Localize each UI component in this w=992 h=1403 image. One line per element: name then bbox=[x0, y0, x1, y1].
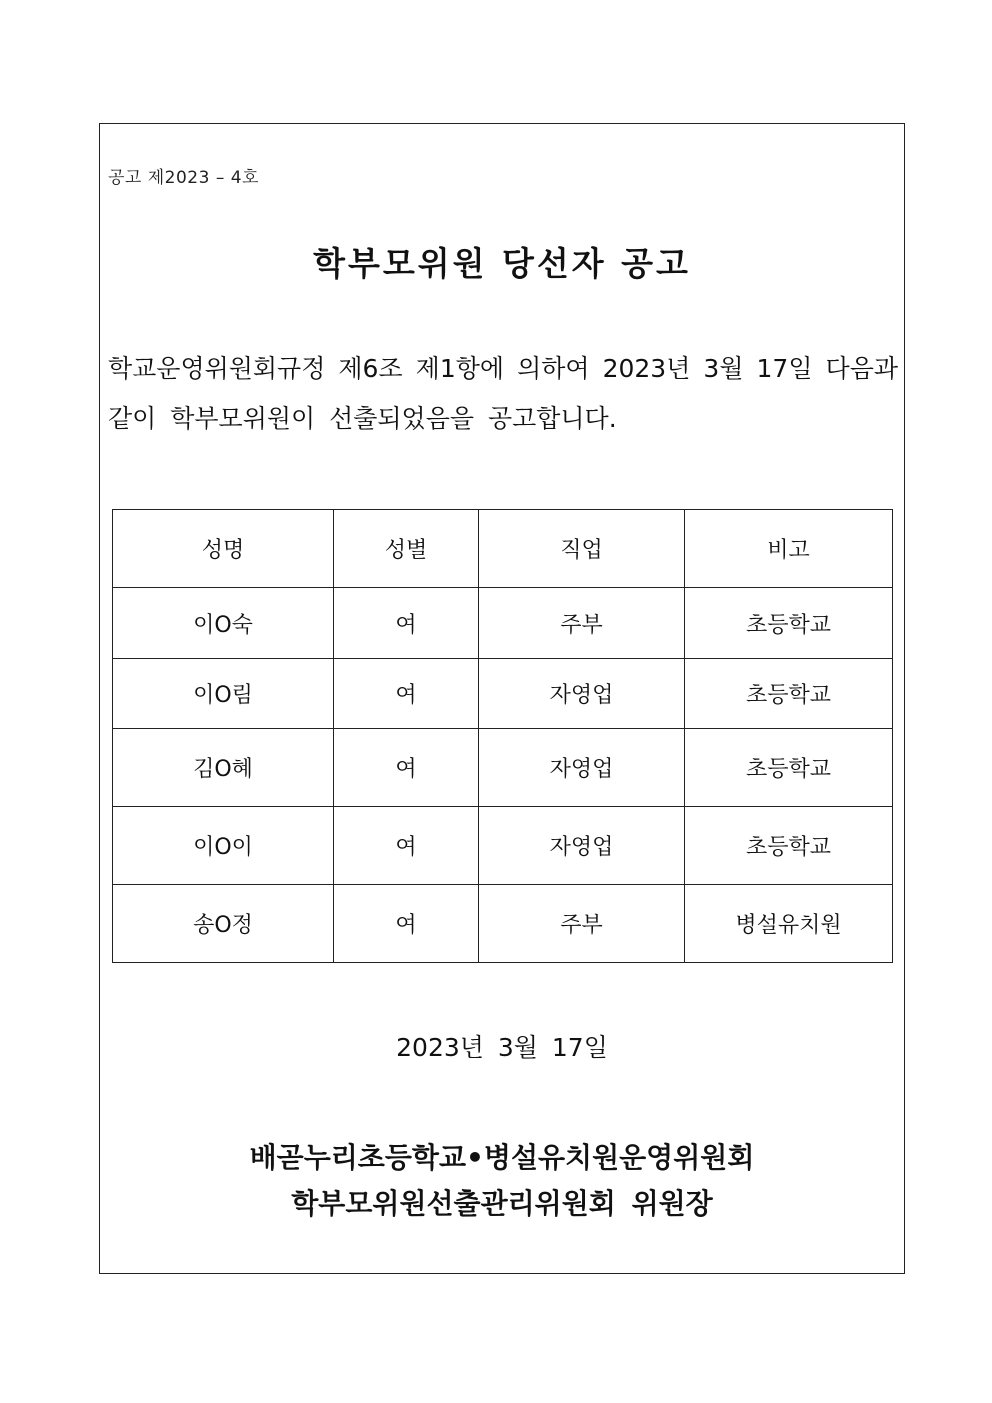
table-row bbox=[113, 729, 893, 807]
table-row bbox=[113, 588, 893, 659]
announcement-date: 2023년 3월 17일 bbox=[396, 1033, 608, 1062]
cell-remarks: 초등학교 bbox=[685, 807, 893, 885]
cell-gender: 여 bbox=[334, 885, 479, 963]
header-name: 성명 bbox=[113, 510, 334, 588]
announcement-body bbox=[108, 344, 898, 444]
header-remarks: 비고 bbox=[685, 510, 893, 588]
elected-members-table bbox=[112, 509, 893, 963]
announcement-line-1: 학교운영위원회규정 제6조 제1항에 의하여 2023년 3월 17일 다음과 bbox=[108, 354, 898, 383]
table-row bbox=[113, 885, 893, 963]
notice-number: 공고 제2023 – 4호 bbox=[108, 168, 259, 188]
cell-gender: 여 bbox=[334, 659, 479, 729]
cell-remarks: 초등학교 bbox=[685, 588, 893, 659]
announcement-line-2: 같이 학부모위원이 선출되었음을 공고합니다. bbox=[108, 404, 617, 433]
cell-name: 이O림 bbox=[113, 659, 334, 729]
cell-remarks: 초등학교 bbox=[685, 659, 893, 729]
cell-occupation: 주부 bbox=[479, 588, 685, 659]
cell-name: 송O정 bbox=[113, 885, 334, 963]
cell-gender: 여 bbox=[334, 729, 479, 807]
cell-name: 김O혜 bbox=[113, 729, 334, 807]
cell-gender: 여 bbox=[334, 807, 479, 885]
cell-occupation: 자영업 bbox=[479, 807, 685, 885]
cell-name: 이O숙 bbox=[113, 588, 334, 659]
signature-organization: 배곧누리초등학교•병설유치원운영위원회 bbox=[249, 1141, 755, 1174]
header-occupation: 직업 bbox=[479, 510, 685, 588]
signature-role: 학부모위원선출관리위원회 위원장 bbox=[291, 1187, 713, 1220]
cell-gender: 여 bbox=[334, 588, 479, 659]
table-row bbox=[113, 807, 893, 885]
table-row bbox=[113, 659, 893, 729]
cell-occupation: 자영업 bbox=[479, 729, 685, 807]
cell-occupation: 자영업 bbox=[479, 659, 685, 729]
cell-occupation: 주부 bbox=[479, 885, 685, 963]
header-gender: 성별 bbox=[334, 510, 479, 588]
cell-name: 이O이 bbox=[113, 807, 334, 885]
table-header-row bbox=[113, 510, 893, 588]
document-title: 학부모위원 당선자 공고 bbox=[313, 244, 691, 283]
cell-remarks: 초등학교 bbox=[685, 729, 893, 807]
cell-remarks: 병설유치원 bbox=[685, 885, 893, 963]
